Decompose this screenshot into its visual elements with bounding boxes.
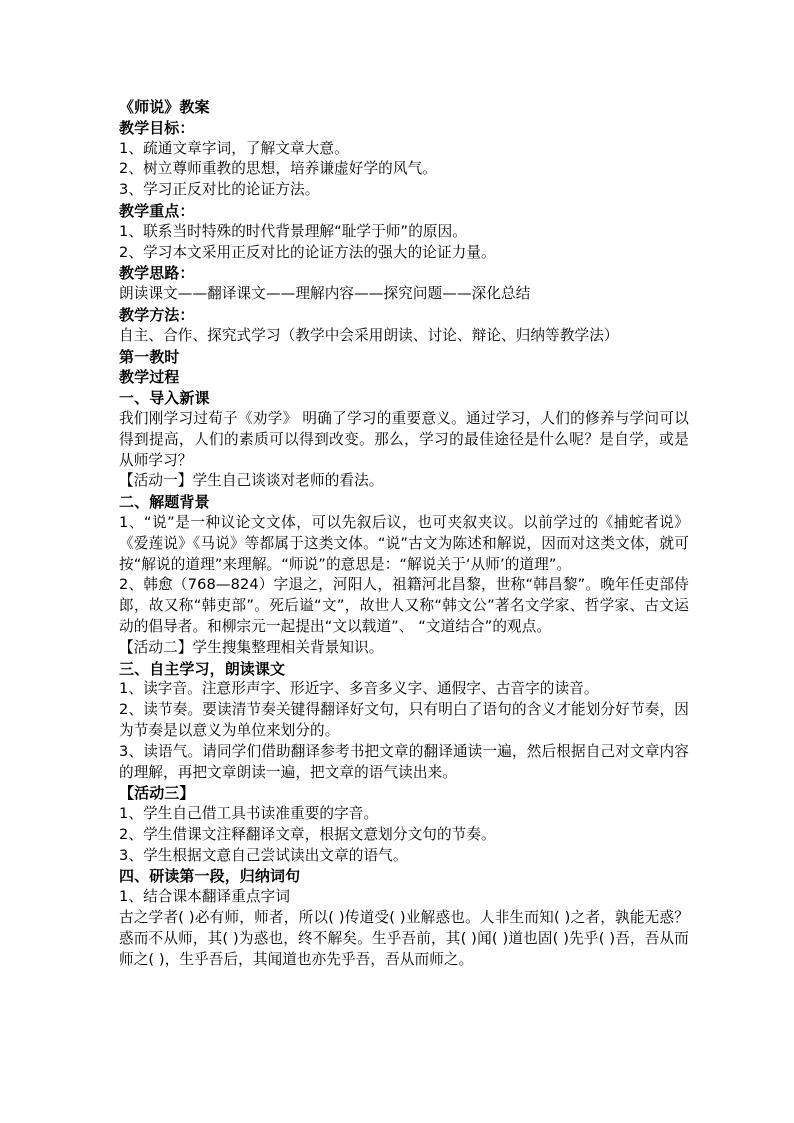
reading-paragraph-1: 1、读字音。注意形声字、形近字、多音多义字、通假字、古音字的读音。	[119, 680, 599, 698]
section-heading-background: 二、解题背景	[119, 493, 210, 512]
intro-paragraph: 我们刚学习过荀子《劝学》 明确了学习的重要意义。通过学习，人们的修养与学问可以得到提高，人们的素质可以得到改变。那么，学习的最佳途径是什么呢？是自学，或是从师学习？	[119, 409, 689, 469]
methods-text: 自主、合作、探究式学习（教学中会采用朗读、讨论、辩论、归纳等教学法）	[119, 326, 619, 344]
section-heading-reading: 三、自主学习，朗读课文	[119, 659, 286, 678]
section-heading-intro: 一、导入新课	[119, 389, 210, 408]
goal-item: 2、树立尊师重教的思想，培养谦虚好学的风气。	[119, 160, 437, 178]
activity-three-item: 1、学生自己借工具书读准重要的字音。	[119, 805, 379, 823]
background-paragraph-1: 1、“说”是一种议论文文体，可以先叙后议，也可夹叙夹议。以前学过的《捕蛇者说》《爱莲说》《马说》等都属于这类文体。“说”古文为陈述和解说，因而对这类文体，就可按“解说的道理”来理解。“师说”的意思是：“解说关于‘从师’的道理”。	[119, 513, 689, 573]
goals-heading: 教学目标：	[119, 118, 195, 137]
reading-paragraph-2: 2、读节奏。要读清节奏关键得翻译好文句，只有明白了语句的含义才能划分好节奏，因为节奏是以意义为单位来划分的。	[119, 701, 689, 739]
study-paragraph-2: 古之学者( )必有师，师者，所以( )传道受( )业解惑也。人非生而知( )之者，孰能无惑？惑而不从师，其( )为惑也，终不解矣。生乎吾前，其( )闻( )道也固( )先乎( )吾，吾从而师之( )，生乎吾后，其闻道也亦先乎吾，吾从而师之。	[119, 909, 689, 968]
lesson-heading: 第一教时	[119, 347, 180, 366]
document-title: 《师说》教案	[119, 98, 210, 116]
approach-heading: 教学思路：	[119, 264, 195, 283]
section-heading-study: 四、研读第一段，归纳词句	[119, 867, 301, 886]
key-points-heading: 教学重点：	[119, 201, 195, 220]
activity-three-item: 2、学生借课文注释翻译文章，根据文意划分文句的节奏。	[119, 825, 496, 843]
activity-three-heading: 【活动三】	[119, 784, 195, 803]
background-paragraph-2: 2、韩愈（768—824）字退之，河阳人，祖籍河北昌黎，世称“韩昌黎”。晚年任吏部侍郎，故又称“韩吏部”。死后谥“文”，故世人又称“韩文公”著名文学家、哲学家、古文运动的倡导者。和柳宗元一起提出“文以载道”、 “文道结合”的观点。	[119, 576, 689, 635]
activity-three-item: 3、学生根据文意自己尝试读出文章的语气。	[119, 846, 408, 864]
activity-two: 【活动二】学生搜集整理相关背景知识。	[119, 638, 384, 656]
activity-one: 【活动一】学生自己谈谈对老师的看法。	[119, 472, 384, 490]
reading-paragraph-3: 3、读语气。请同学们借助翻译参考书把文章的翻译通读一遍，然后根据自己对文章内容的理解，再把文章朗读一遍，把文章的语气读出来。	[119, 742, 689, 781]
key-point-item: 1、联系当时特殊的时代背景理解“耻学于师”的原因。	[119, 222, 467, 240]
document-body	[119, 97, 689, 970]
key-point-item: 2、学习本文采用正反对比的论证方法的强大的论证力量。	[119, 243, 496, 261]
study-paragraph-1: 1、结合课本翻译重点字词	[119, 888, 291, 906]
methods-heading: 教学方法：	[119, 305, 195, 324]
goal-item: 1、疏通文章字词，了解文章大意。	[119, 139, 349, 157]
process-heading: 教学过程	[119, 368, 180, 387]
goal-item: 3、学习正反对比的论证方法。	[119, 181, 320, 199]
approach-text: 朗读课文——翻译课文——理解内容——探究问题——深化总结	[119, 285, 531, 303]
